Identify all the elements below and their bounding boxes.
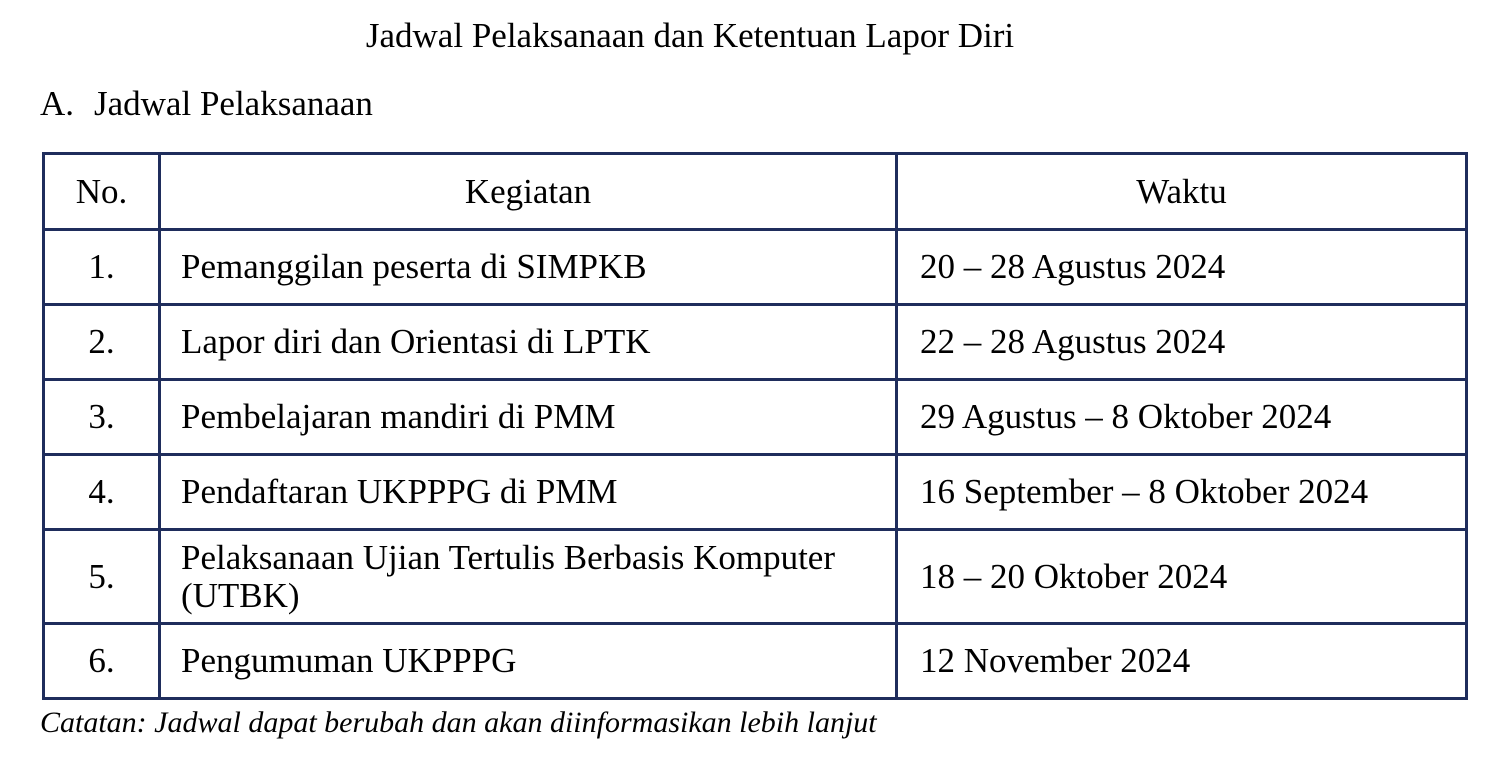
table-row	[44, 624, 1467, 699]
header-no: No.	[44, 154, 160, 230]
row-kegiatan: Pemanggilan peserta di SIMPKB	[160, 230, 897, 305]
row-kegiatan: Pelaksanaan Ujian Tertulis Berbasis Komputer (UTBK)	[160, 530, 897, 624]
row-number: 2.	[44, 305, 160, 380]
schedule-table	[42, 152, 1468, 700]
row-kegiatan: Pendaftaran UKPPPG di PMM	[160, 455, 897, 530]
table-row	[44, 305, 1467, 380]
row-number: 5.	[44, 530, 160, 624]
row-waktu: 16 September – 8 Oktober 2024	[897, 455, 1467, 530]
table-row	[44, 530, 1467, 624]
header-waktu: Waktu	[897, 154, 1467, 230]
row-waktu: 22 – 28 Agustus 2024	[897, 305, 1467, 380]
row-waktu: 12 November 2024	[897, 624, 1467, 699]
row-waktu: 20 – 28 Agustus 2024	[897, 230, 1467, 305]
section-letter: A.	[40, 84, 75, 123]
row-number: 1.	[44, 230, 160, 305]
table-row	[44, 380, 1467, 455]
row-number: 6.	[44, 624, 160, 699]
row-kegiatan: Pengumuman UKPPPG	[160, 624, 897, 699]
schedule-note: Catatan: Jadwal dapat berubah dan akan diinformasikan lebih lanjut	[40, 706, 877, 739]
header-kegiatan: Kegiatan	[160, 154, 897, 230]
table-row	[44, 230, 1467, 305]
document-title: Jadwal Pelaksanaan dan Ketentuan Lapor Diri	[365, 16, 1015, 55]
row-kegiatan: Lapor diri dan Orientasi di LPTK	[160, 305, 897, 380]
section-heading-text: Jadwal Pelaksanaan	[94, 84, 373, 123]
row-number: 4.	[44, 455, 160, 530]
table-row	[44, 455, 1467, 530]
table-header-row	[44, 154, 1467, 230]
row-kegiatan: Pembelajaran mandiri di PMM	[160, 380, 897, 455]
row-waktu: 18 – 20 Oktober 2024	[897, 530, 1467, 624]
row-waktu: 29 Agustus – 8 Oktober 2024	[897, 380, 1467, 455]
section-heading	[40, 82, 373, 126]
row-number: 3.	[44, 380, 160, 455]
